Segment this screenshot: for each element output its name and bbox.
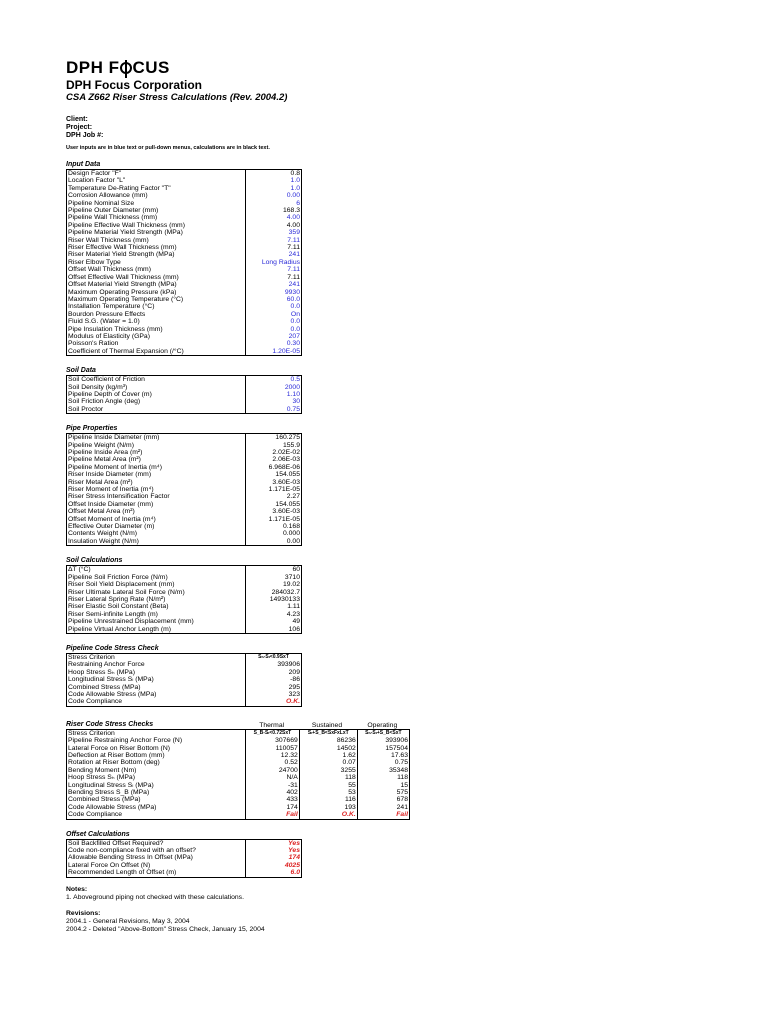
table-row bbox=[67, 289, 302, 296]
row-label: Riser Moment of Inertia (m⁴) bbox=[67, 486, 246, 493]
row-label: Pipeline Restraining Anchor Force (N) bbox=[67, 737, 246, 744]
table-row bbox=[67, 449, 302, 456]
table-row bbox=[67, 862, 302, 869]
table-row bbox=[67, 200, 302, 207]
row-label: Pipeline Effective Wall Thickness (mm) bbox=[67, 222, 246, 229]
row-label: Combined Stress (MPa) bbox=[67, 684, 246, 691]
row-value[interactable]: 0.0 bbox=[290, 325, 300, 333]
row-value: 155.9 bbox=[282, 441, 300, 449]
row-value[interactable]: 7.11 bbox=[287, 236, 300, 244]
row-value[interactable]: 1.0 bbox=[290, 177, 300, 185]
table-row bbox=[67, 177, 302, 184]
row-label: Riser Inside Diameter (mm) bbox=[67, 471, 246, 478]
row-value: 174 bbox=[288, 854, 300, 862]
row-label: Hoop Stress Sₕ (MPa) bbox=[67, 669, 246, 676]
table-row bbox=[67, 229, 302, 236]
table-row bbox=[67, 611, 302, 618]
notes-title: Notes: bbox=[66, 885, 88, 893]
row-label: Deflection at Riser Bottom (mm) bbox=[67, 752, 246, 759]
row-label: Soil Proctor bbox=[67, 406, 246, 414]
row-label: Pipeline Wall Thickness (mm) bbox=[67, 214, 246, 221]
row-label: Riser Metal Area (m²) bbox=[67, 479, 246, 486]
row-value: 154.055 bbox=[275, 471, 300, 479]
row-label: Stress Criterion bbox=[67, 653, 246, 661]
row-label: Stress Criterion bbox=[67, 729, 246, 737]
row-label: Allowable Bending Stress In Offset (MPa) bbox=[67, 854, 246, 861]
row-value: 49 bbox=[292, 618, 300, 626]
row-label: Bending Stress S_B (MPa) bbox=[67, 789, 246, 796]
riser-column-headers bbox=[244, 722, 410, 729]
row-value: 7.11 bbox=[287, 273, 300, 281]
row-label: Bending Moment (Nm) bbox=[67, 767, 246, 774]
table-row bbox=[67, 676, 302, 683]
row-value: 24700 bbox=[246, 767, 300, 774]
column-header: Operating bbox=[367, 721, 398, 729]
row-value: 154.055 bbox=[275, 500, 300, 508]
row-value: 174 bbox=[246, 804, 300, 811]
table-row bbox=[67, 434, 302, 442]
row-value: Yes bbox=[288, 839, 300, 847]
notes-section bbox=[66, 886, 366, 934]
row-value: 15 bbox=[400, 781, 408, 789]
row-value: O.K. bbox=[286, 698, 300, 706]
document-title: CSA Z662 Riser Stress Calculations (Rev. 2004.2) bbox=[66, 92, 288, 103]
row-value: 17.63 bbox=[390, 752, 408, 759]
table-row bbox=[67, 398, 302, 405]
table-row bbox=[67, 684, 302, 691]
row-label: Poisson's Ration bbox=[67, 340, 246, 347]
soil-data-table bbox=[66, 375, 302, 414]
row-label: Pipeline Unrestrained Displacement (mm) bbox=[67, 618, 246, 625]
row-label: Riser Stress Intensification Factor bbox=[67, 493, 246, 500]
row-label: Longitudinal Stress Sₗ (MPa) bbox=[67, 782, 246, 789]
row-value: 116 bbox=[299, 796, 357, 803]
row-label: Code non-compliance fixed with an offset? bbox=[67, 847, 246, 854]
logo-o-mark-icon bbox=[120, 62, 132, 74]
row-label: Pipeline Outer Diameter (mm) bbox=[67, 207, 246, 214]
row-label: ΔT (°C) bbox=[67, 566, 246, 574]
row-value: O.K. bbox=[299, 811, 357, 819]
table-row bbox=[67, 869, 302, 877]
pipeline-check-table bbox=[66, 653, 302, 707]
row-value: 241 bbox=[396, 803, 408, 811]
table-row bbox=[67, 839, 302, 847]
row-value: 6.968E-06 bbox=[268, 463, 300, 471]
table-row bbox=[67, 318, 302, 325]
row-label: Lateral Force on Riser Bottom (N) bbox=[67, 745, 246, 752]
table-row bbox=[67, 391, 302, 398]
table-row bbox=[67, 501, 302, 508]
row-value[interactable]: 0.30 bbox=[286, 340, 300, 348]
row-value: 193 bbox=[299, 804, 357, 811]
row-label: Temperature De-Rating Factor "T" bbox=[67, 185, 246, 192]
table-row bbox=[67, 303, 302, 310]
row-value[interactable]: 4.00 bbox=[286, 214, 300, 222]
row-label: Hoop Stress Sₕ (MPa) bbox=[67, 774, 246, 781]
table-row bbox=[67, 214, 302, 221]
table-row bbox=[67, 259, 302, 266]
offset-calculations-table bbox=[66, 839, 302, 878]
document bbox=[66, 58, 408, 934]
row-label: Pipeline Weight (N/m) bbox=[67, 442, 246, 449]
job-number-label: DPH Job #: bbox=[66, 132, 104, 139]
row-value: 307669 bbox=[246, 737, 300, 744]
soil-data-title: Soil Data bbox=[66, 367, 96, 375]
row-label: Contents Weight (N/m) bbox=[67, 530, 246, 537]
row-value: -31 bbox=[246, 782, 300, 789]
row-label: Pipeline Material Yield Strength (MPa) bbox=[67, 229, 246, 236]
offset-calculations-title: Offset Calculations bbox=[66, 830, 130, 838]
row-label: Riser Elastic Soil Constant (Beta) bbox=[67, 603, 246, 610]
table-row bbox=[67, 603, 302, 610]
row-label: Restraining Anchor Force bbox=[67, 661, 246, 668]
row-value[interactable]: 6 bbox=[296, 199, 300, 207]
row-value: Yes bbox=[288, 847, 300, 855]
inputs-note: User inputs are in blue text or pull-down menus, calculations are in black text. bbox=[66, 145, 270, 151]
row-value: 0.00 bbox=[286, 537, 300, 545]
table-row bbox=[67, 523, 302, 530]
row-label: Pipeline Nominal Size bbox=[67, 200, 246, 207]
row-value: Sₗ+S_B<SxFxLxT bbox=[299, 729, 357, 737]
table-row bbox=[67, 811, 410, 819]
table-row bbox=[67, 653, 302, 661]
row-value[interactable]: 1.10 bbox=[286, 390, 300, 398]
row-label: Combined Stress (MPa) bbox=[67, 796, 246, 803]
row-label: Corrosion Allowance (mm) bbox=[67, 192, 246, 199]
row-label: Installation Temperature (°C) bbox=[67, 303, 246, 310]
row-value: 209 bbox=[288, 668, 300, 676]
table-row bbox=[67, 251, 302, 258]
row-value: 35348 bbox=[389, 766, 408, 774]
table-row bbox=[67, 538, 302, 546]
row-label: Pipeline Virtual Anchor Length (m) bbox=[67, 626, 246, 634]
row-value: Sₕ-Sₗ<0.9SxT bbox=[258, 653, 289, 660]
table-row bbox=[67, 847, 302, 854]
row-value: 0.52 bbox=[246, 759, 300, 766]
row-value[interactable]: 0.0 bbox=[290, 318, 300, 326]
row-value: -86 bbox=[290, 676, 300, 684]
table-row bbox=[67, 581, 302, 588]
table-row bbox=[67, 782, 410, 789]
row-value[interactable]: On bbox=[290, 310, 300, 318]
column-header: Thermal bbox=[259, 721, 285, 729]
row-label: Riser Wall Thickness (mm) bbox=[67, 237, 246, 244]
row-value: 14502 bbox=[299, 745, 357, 752]
row-label: Riser Effective Wall Thickness (mm) bbox=[67, 244, 246, 251]
row-value: 4.23 bbox=[286, 610, 300, 618]
table-row bbox=[67, 244, 302, 251]
job-info bbox=[66, 116, 306, 140]
table-row bbox=[67, 767, 410, 774]
row-value: S_B-Sₗ<0.72SxT bbox=[246, 729, 300, 737]
table-row bbox=[67, 333, 302, 340]
table-row bbox=[67, 311, 302, 318]
row-value: 393906 bbox=[385, 737, 408, 745]
list-item: 1. Aboveground piping not checked with these calculations. bbox=[66, 893, 244, 901]
row-label: Offset Moment of Inertia (m⁴) bbox=[67, 516, 246, 523]
table-row bbox=[67, 854, 302, 861]
row-value: 160.275 bbox=[275, 434, 300, 442]
table-row bbox=[67, 661, 302, 668]
pipeline-check-title: Pipeline Code Stress Check bbox=[66, 644, 159, 652]
row-label: Offset Inside Diameter (mm) bbox=[67, 501, 246, 508]
client-label: Client: bbox=[66, 116, 88, 123]
table-row bbox=[67, 185, 302, 192]
table-row bbox=[67, 759, 410, 766]
row-label: Offset Material Yield Strength (MPa) bbox=[67, 281, 246, 288]
row-label: Rotation at Riser Bottom (deg) bbox=[67, 759, 246, 766]
table-row bbox=[67, 281, 302, 288]
row-value: 678 bbox=[396, 796, 408, 804]
row-label: Code Allowable Stress (MPa) bbox=[67, 804, 246, 811]
soil-calculations-title: Soil Calculations bbox=[66, 557, 123, 565]
table-row bbox=[67, 406, 302, 414]
row-value: 323 bbox=[288, 690, 300, 698]
table-row bbox=[67, 669, 302, 676]
row-label: Riser Ultimate Lateral Soil Force (N/m) bbox=[67, 589, 246, 596]
table-row bbox=[67, 530, 302, 537]
row-value: 3.60E-03 bbox=[272, 508, 300, 516]
riser-check-table bbox=[66, 729, 410, 820]
company-logo bbox=[66, 58, 306, 78]
row-value[interactable]: 0.00 bbox=[286, 192, 300, 200]
row-label: Code Allowable Stress (MPa) bbox=[67, 691, 246, 698]
row-value: 2.27 bbox=[286, 493, 300, 501]
company-name: DPH Focus Corporation bbox=[66, 78, 203, 92]
row-value: 118 bbox=[397, 774, 408, 782]
table-row bbox=[67, 170, 302, 178]
row-label: Riser Elbow Type bbox=[67, 259, 246, 266]
table-row bbox=[67, 493, 302, 500]
row-label: Insulation Weight (N/m) bbox=[67, 538, 246, 546]
row-value: 284032.7 bbox=[271, 588, 300, 596]
row-value: 110057 bbox=[246, 745, 300, 752]
row-label: Pipeline Soil Friction Force (N/m) bbox=[67, 574, 246, 581]
row-value: 4025 bbox=[284, 861, 300, 869]
table-row bbox=[67, 471, 302, 478]
row-label: Riser Soil Yield Displacement (mm) bbox=[67, 581, 246, 588]
row-label: Pipeline Inside Area (m²) bbox=[67, 449, 246, 456]
row-value: 7.11 bbox=[287, 244, 300, 252]
table-row bbox=[67, 274, 302, 281]
row-value[interactable]: 0.75 bbox=[286, 405, 300, 413]
row-value: 0.168 bbox=[282, 523, 300, 531]
row-value[interactable]: 2000 bbox=[284, 383, 300, 391]
row-label: Pipeline Depth of Cover (m) bbox=[67, 391, 246, 398]
row-value: 1.62 bbox=[299, 752, 357, 759]
row-value: 1.171E-05 bbox=[268, 486, 300, 494]
row-value: N/A bbox=[246, 774, 300, 781]
row-value: 4.00 bbox=[286, 221, 300, 229]
row-label: Soil Density (kg/m³) bbox=[67, 384, 246, 391]
row-label: Recommended Length of Offset (m) bbox=[67, 869, 246, 877]
row-value: 433 bbox=[246, 796, 300, 803]
list-item: 2004.2 - Deleted "Above-Bottom" Stress Check, January 15, 2004 bbox=[66, 925, 265, 933]
riser-check-title: Riser Code Stress Checks bbox=[66, 720, 154, 728]
row-label: Coefficient of Thermal Expansion (/°C) bbox=[67, 348, 246, 356]
row-label: Code Compliance bbox=[67, 811, 246, 819]
table-row bbox=[67, 596, 302, 603]
table-row bbox=[67, 508, 302, 515]
table-row bbox=[67, 516, 302, 523]
row-value: 106 bbox=[288, 625, 300, 633]
table-row bbox=[67, 752, 410, 759]
table-row bbox=[67, 698, 302, 706]
table-row bbox=[67, 574, 302, 581]
row-value: Fail bbox=[396, 811, 408, 819]
table-row bbox=[67, 376, 302, 384]
pipe-properties-title: Pipe Properties bbox=[66, 425, 118, 433]
row-value: 0.07 bbox=[299, 759, 357, 766]
row-value: 6.0 bbox=[290, 869, 300, 877]
input-data-table bbox=[66, 169, 302, 356]
row-label: Maximum Operating Temperature (°C) bbox=[67, 296, 246, 303]
row-value[interactable]: 0.5 bbox=[290, 376, 300, 384]
table-row bbox=[67, 589, 302, 596]
row-label: Pipeline Metal Area (m²) bbox=[67, 456, 246, 463]
table-row bbox=[67, 486, 302, 493]
row-value: 12.32 bbox=[246, 752, 300, 759]
row-label: Bourdon Pressure Effects bbox=[67, 311, 246, 318]
row-label: Design Factor "F" bbox=[67, 170, 246, 178]
row-value: 55 bbox=[299, 782, 357, 789]
row-value: 14930133 bbox=[269, 595, 300, 603]
row-value: 2.02E-02 bbox=[272, 449, 300, 456]
row-label: Riser Lateral Spring Rate (N/m²) bbox=[67, 596, 246, 603]
row-label: Fluid S.G. (Water = 1.0) bbox=[67, 318, 246, 325]
row-value[interactable]: Long Radius bbox=[261, 258, 300, 266]
row-label: Pipeline Moment of Inertia (m⁴) bbox=[67, 464, 246, 471]
row-value[interactable]: 30 bbox=[292, 398, 300, 406]
row-value: 60 bbox=[292, 566, 300, 574]
table-row bbox=[67, 729, 410, 737]
row-label: Offset Effective Wall Thickness (mm) bbox=[67, 274, 246, 281]
logo-text-left: DPH F bbox=[66, 58, 120, 77]
project-label: Project: bbox=[66, 124, 93, 131]
row-value: 157504 bbox=[385, 744, 408, 752]
row-value[interactable]: 0.0 bbox=[290, 303, 300, 311]
row-label: Pipeline Inside Diameter (mm) bbox=[67, 434, 246, 442]
table-row bbox=[67, 774, 410, 781]
revisions-title: Revisions: bbox=[66, 909, 101, 917]
soil-calculations-table bbox=[66, 565, 302, 634]
row-value: Sₕ-Sₗ+S_B<SxT bbox=[365, 729, 402, 736]
table-row bbox=[67, 789, 410, 796]
row-label: Longitudinal Stress Sₗ (MPa) bbox=[67, 676, 246, 683]
row-value: 0.75 bbox=[394, 759, 408, 767]
table-row bbox=[67, 626, 302, 634]
table-row bbox=[67, 566, 302, 574]
row-value: 3.60E-03 bbox=[272, 478, 300, 486]
row-value: 3255 bbox=[299, 767, 357, 774]
row-value[interactable]: 207 bbox=[288, 332, 300, 340]
row-label: Soil Coefficient of Friction bbox=[67, 376, 246, 384]
table-row bbox=[67, 237, 302, 244]
row-label: Location Factor "L" bbox=[67, 177, 246, 184]
column-header: Sustained bbox=[311, 721, 343, 729]
table-row bbox=[67, 745, 410, 752]
row-label: Modulus of Elasticity (GPa) bbox=[67, 333, 246, 340]
row-value[interactable]: 1.20E-05 bbox=[272, 347, 300, 355]
input-data-title: Input Data bbox=[66, 161, 101, 168]
table-row bbox=[67, 192, 302, 199]
row-value: 575 bbox=[396, 789, 408, 797]
table-row bbox=[67, 618, 302, 625]
riser-check-header bbox=[66, 721, 410, 729]
pipe-properties-table bbox=[66, 433, 302, 546]
row-label: Pipe Insulation Thickness (mm) bbox=[67, 326, 246, 333]
row-value: 168.3 bbox=[282, 207, 300, 215]
row-label: Riser Material Yield Strength (MPa) bbox=[67, 251, 246, 258]
table-row bbox=[67, 804, 410, 811]
table-row bbox=[67, 348, 302, 356]
row-value: 1.11 bbox=[287, 603, 300, 611]
list-item: 2004.1 - General Revisions, May 3, 2004 bbox=[66, 917, 190, 925]
row-value[interactable]: 241 bbox=[288, 251, 300, 259]
row-value[interactable]: 7.11 bbox=[287, 266, 300, 274]
table-row bbox=[67, 340, 302, 347]
row-value[interactable]: 1.0 bbox=[290, 184, 300, 192]
row-value: 402 bbox=[246, 789, 300, 796]
table-row bbox=[67, 384, 302, 391]
row-value: 393906 bbox=[277, 661, 300, 669]
table-row bbox=[67, 207, 302, 214]
row-value: 3710 bbox=[284, 573, 300, 581]
row-value: 53 bbox=[299, 789, 357, 796]
row-label: Effective Outer Diameter (m) bbox=[67, 523, 246, 530]
row-value[interactable]: 9930 bbox=[284, 288, 300, 296]
table-row bbox=[67, 222, 302, 229]
row-label: Offset Wall Thickness (mm) bbox=[67, 266, 246, 273]
row-value: 118 bbox=[299, 774, 357, 781]
row-value: 1.171E-05 bbox=[268, 515, 300, 523]
row-value[interactable]: 241 bbox=[288, 281, 300, 289]
table-row bbox=[67, 456, 302, 463]
row-value: 86236 bbox=[299, 737, 357, 744]
row-label: Offset Metal Area (m²) bbox=[67, 508, 246, 515]
row-label: Soil Backfilled Offset Required? bbox=[67, 839, 246, 847]
row-value: 0.000 bbox=[282, 530, 300, 538]
table-row bbox=[67, 442, 302, 449]
row-label: Lateral Force On Offset (N) bbox=[67, 862, 246, 869]
row-value[interactable]: 359 bbox=[288, 229, 300, 237]
notes-list bbox=[66, 894, 366, 902]
table-row bbox=[67, 737, 410, 744]
row-value: 19.02 bbox=[282, 581, 300, 589]
table-row bbox=[67, 266, 302, 273]
table-row bbox=[67, 326, 302, 333]
row-value: 2.06E-03 bbox=[272, 456, 300, 464]
logo-text-right: CUS bbox=[132, 58, 170, 77]
revisions-list bbox=[66, 918, 366, 934]
row-label: Soil Friction Angle (deg) bbox=[67, 398, 246, 405]
table-row bbox=[67, 464, 302, 471]
row-value[interactable]: 60.0 bbox=[286, 295, 300, 303]
row-value: 295 bbox=[288, 683, 300, 691]
table-row bbox=[67, 796, 410, 803]
row-label: Code Compliance bbox=[67, 698, 246, 706]
row-label: Maximum Operating Pressure (kPa) bbox=[67, 289, 246, 296]
table-row bbox=[67, 691, 302, 698]
row-value: Fail bbox=[246, 811, 300, 819]
table-row bbox=[67, 479, 302, 486]
row-value: 0.8 bbox=[290, 170, 300, 177]
row-label: Riser Semi-infinite Length (m) bbox=[67, 611, 246, 618]
